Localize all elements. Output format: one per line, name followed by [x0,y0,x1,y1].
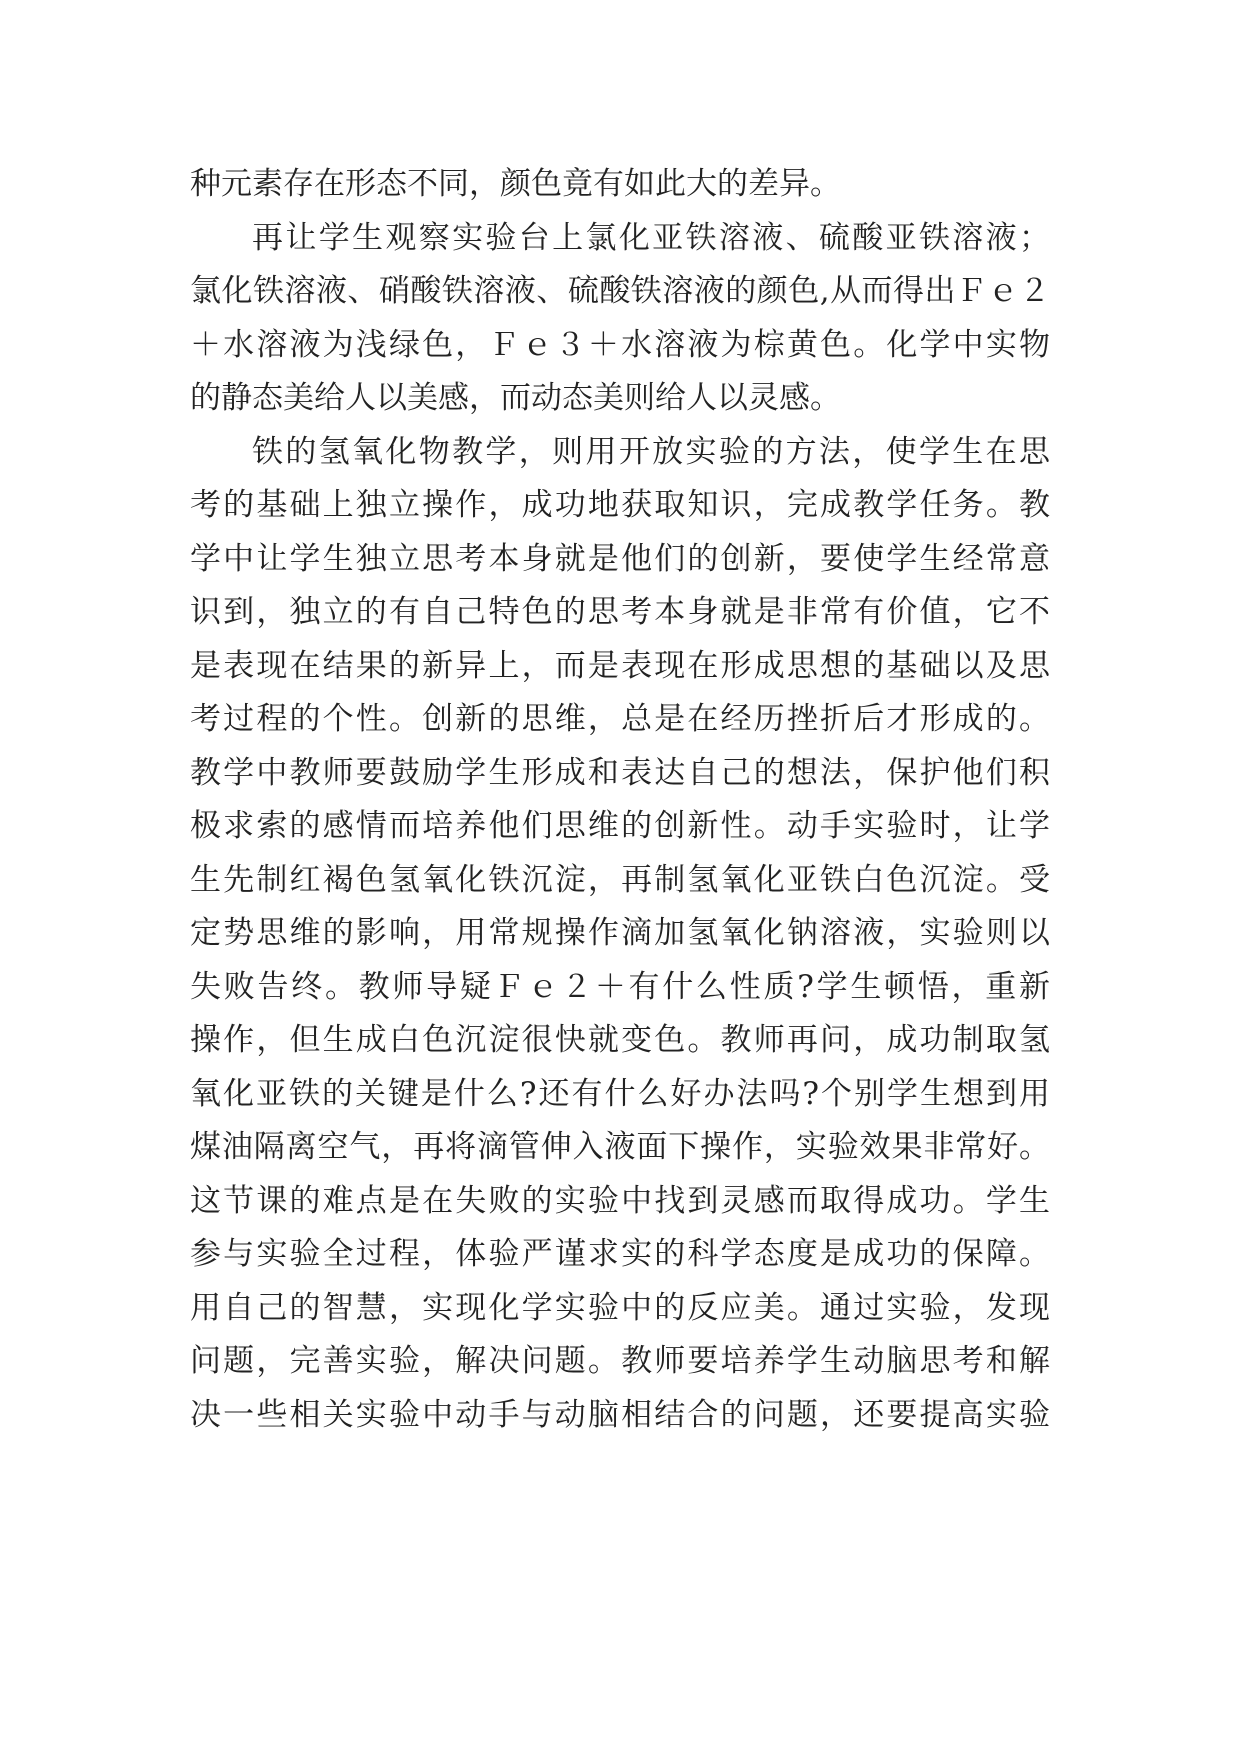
text-line: 参与实验全过程，体验严谨求实的科学态度是成功的保障。 [190,1236,1050,1272]
text-line: 是表现在结果的新异上，而是表现在形成思想的基础以及思 [190,647,1050,684]
text-line: 考过程的个性。创新的思维，总是在经历挫折后才形成的。 [190,701,1050,737]
body-text [190,158,1050,1442]
text-line: 铁的氢氧化物教学，则用开放实验的方法，使学生在思 [252,433,1050,470]
text-line: 用自己的智慧，实现化学实验中的反应美。通过实验，发现 [190,1289,1050,1326]
text-line: 决一些相关实验中动手与动脑相结合的问题，还要提高实验 [190,1396,1050,1433]
text-line: 操作，但生成白色沉淀很快就变色。教师再问，成功制取氢 [190,1022,1050,1058]
text-line: 识到，独立的有自己特色的思考本身就是非常有价值，它不 [190,594,1050,630]
text-line: 考的基础上独立操作，成功地获取知识，完成教学任务。教 [190,487,1050,523]
text-line: 这节课的难点是在失败的实验中找到灵感而取得成功。学生 [190,1182,1050,1219]
text-line: 再让学生观察实验台上氯化亚铁溶液、硫酸亚铁溶液； [252,219,1050,256]
text-line: 种元素存在形态不同，颜色竟有如此大的差异。 [190,166,841,202]
text-line: 问题，完善实验，解决问题。教师要培养学生动脑思考和解 [190,1343,1050,1379]
text-line: ＋水溶液为浅绿色，Ｆｅ３＋水溶液为棕黄色。化学中实物 [190,326,1050,363]
text-line: 失败告终。教师导疑Ｆｅ２＋有什么性质?学生顿悟，重新 [190,968,1050,1005]
text-line: 教学中教师要鼓励学生形成和表达自己的想法，保护他们积 [190,754,1050,791]
text-line: 氧化亚铁的关键是什么?还有什么好办法吗?个别学生想到用 [190,1075,1050,1112]
text-line: 学中让学生独立思考本身就是他们的创新，要使学生经常意 [190,540,1050,577]
text-line: 的静态美给人以美感，而动态美则给人以灵感。 [190,380,841,416]
text-line: 氯化铁溶液、硝酸铁溶液、硫酸铁溶液的颜色,从而得出Ｆｅ２ [190,273,1050,309]
text-line: 生先制红褐色氢氧化铁沉淀，再制氢氧化亚铁白色沉淀。受 [190,861,1050,898]
text-line: 极求索的感情而培养他们思维的创新性。动手实验时，让学 [190,808,1050,844]
text-line: 煤油隔离空气，再将滴管伸入液面下操作，实验效果非常好。 [190,1129,1050,1165]
text-line: 定势思维的影响，用常规操作滴加氢氧化钠溶液，实验则以 [190,915,1050,951]
